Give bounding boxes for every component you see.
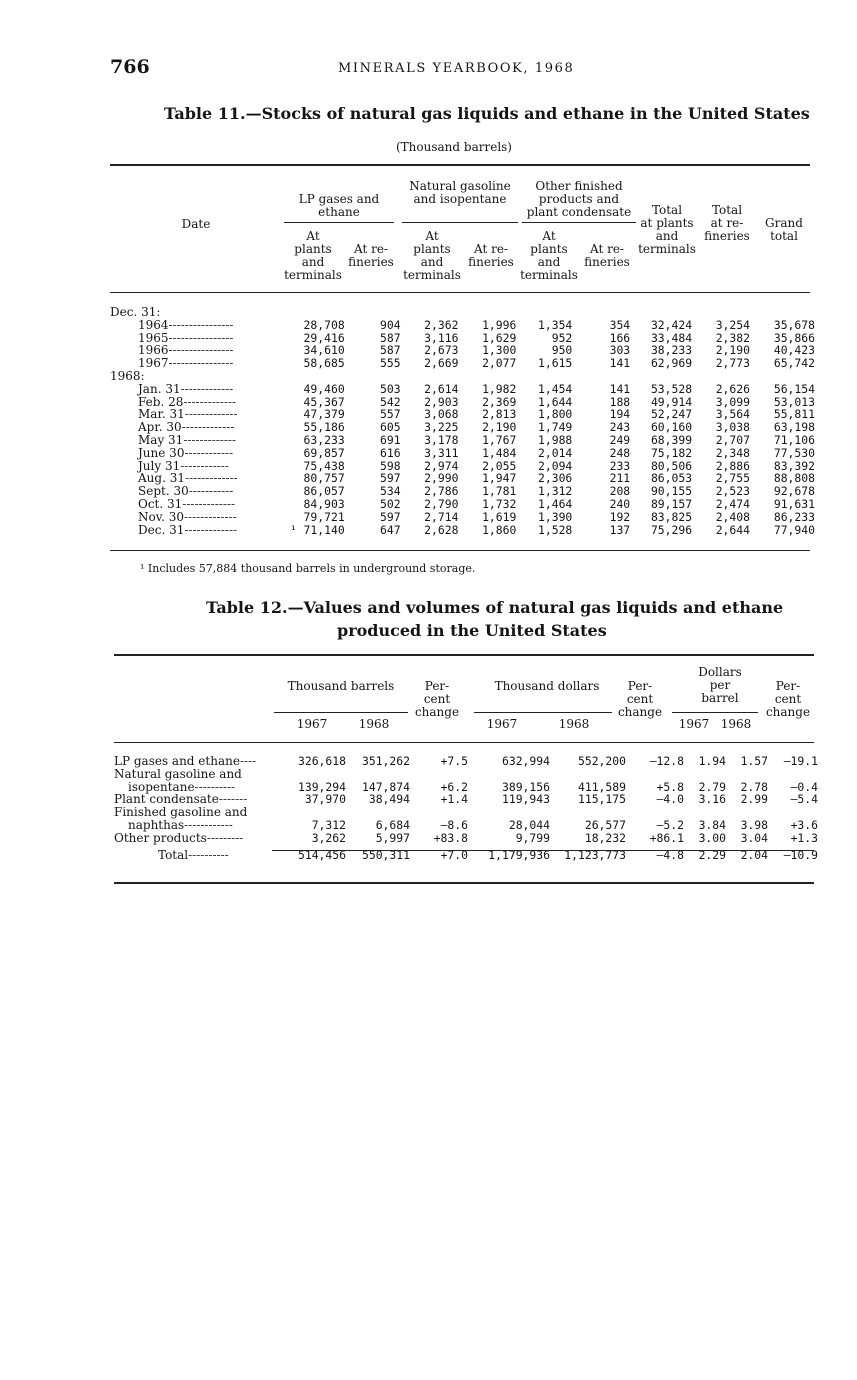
cell: 2,990 — [424, 471, 459, 486]
dot-leader: ---- — [239, 754, 257, 768]
cell: 2,886 — [715, 458, 750, 473]
table11-top-rule — [110, 164, 810, 166]
cell: 240 — [609, 496, 631, 511]
t11-head-ng-ref: At re- fineries — [468, 242, 514, 269]
cell: 2,755 — [715, 471, 750, 486]
cell: 147,874 — [361, 779, 410, 794]
dot-leader: ---------- — [194, 779, 236, 794]
cell: 1,767 — [482, 432, 517, 447]
cell: 354 — [609, 317, 631, 332]
cell: 2.79 — [698, 779, 726, 794]
cell: 1,528 — [538, 522, 573, 537]
cell: 86,053 — [650, 471, 693, 486]
cell: 2,628 — [424, 522, 459, 537]
cell: +86.1 — [649, 830, 684, 845]
t11-head-lp: LP gases and ethane — [298, 192, 380, 219]
cell: 137 — [609, 522, 631, 537]
t12-head-pct-change-2: Per- cent change — [617, 679, 663, 719]
row-label: Aug. 31 — [138, 471, 185, 486]
row-label: Natural gasoline and — [114, 766, 242, 781]
cell: 47,379 — [303, 407, 345, 422]
cell: 35,866 — [773, 330, 815, 345]
cell: 605 — [379, 420, 401, 435]
cell: 616 — [379, 445, 401, 460]
cell: 691 — [379, 432, 401, 447]
table-row — [114, 832, 818, 845]
cell: 2,669 — [424, 356, 459, 371]
dot-leader: ------------- — [183, 394, 237, 409]
row-label: LP gases and ethane — [114, 754, 240, 768]
cell: 192 — [609, 509, 631, 524]
t11-head-ng-plants: At plants and terminals — [403, 229, 461, 282]
cell: 2,362 — [424, 317, 459, 332]
cell: 1,484 — [482, 445, 517, 460]
t12-head-thousand-dollars: Thousand dollars — [494, 679, 600, 693]
t11-head-date: Date — [181, 217, 211, 231]
cell: 2,523 — [715, 484, 750, 499]
cell: 952 — [551, 330, 573, 345]
cell: 1,390 — [538, 509, 573, 524]
cell: 1,615 — [538, 356, 573, 371]
t12-barrels-rule — [274, 712, 408, 713]
cell: 141 — [609, 381, 631, 396]
cell: 53,013 — [773, 394, 815, 409]
cell: 1.94 — [698, 754, 726, 768]
t12-head-dollars-1968: 1968 — [558, 717, 590, 731]
cell: 55,811 — [773, 407, 815, 422]
cell: 542 — [379, 394, 401, 409]
cell: 1,732 — [482, 496, 517, 511]
cell: 32,424 — [650, 317, 693, 332]
row-label: Oct. 31 — [138, 496, 183, 511]
cell: +1.4 — [440, 792, 468, 807]
cell: —10.9 — [783, 847, 818, 862]
cell: 34,610 — [303, 343, 345, 358]
cell: 502 — [379, 496, 401, 511]
cell: 249 — [609, 432, 631, 447]
dot-leader: ------------- — [183, 432, 237, 447]
cell: 2,014 — [538, 445, 573, 460]
cell: 2,786 — [424, 484, 459, 499]
cell: 1,988 — [538, 432, 573, 447]
group-label: 1968: — [110, 368, 145, 383]
cell: 1,781 — [482, 484, 517, 499]
cell: 3,116 — [424, 330, 459, 345]
cell: 63,233 — [303, 432, 345, 447]
cell: 2,382 — [715, 330, 750, 345]
cell: 75,182 — [650, 445, 693, 460]
cell: 3,311 — [424, 445, 459, 460]
cell: 45,367 — [303, 394, 345, 409]
dot-leader: ------------- — [182, 496, 235, 511]
cell: 115,175 — [577, 792, 626, 807]
cell: 303 — [609, 343, 631, 358]
cell: 2,790 — [424, 496, 459, 511]
cell: 6,684 — [375, 817, 410, 832]
cell: +3.6 — [790, 817, 818, 832]
cell: 68,399 — [650, 432, 693, 447]
cell: 37,970 — [304, 792, 346, 807]
cell: 3,178 — [424, 432, 459, 447]
cell: 40,423 — [773, 343, 815, 358]
cell: +1.3 — [790, 830, 818, 845]
table12-title-line1: Table 12.—Values and volumes of natural gas liquids and ethane — [206, 598, 784, 617]
dot-leader: ---------------- — [168, 317, 234, 332]
cell: +6.2 — [440, 779, 468, 794]
cell: 1,947 — [482, 471, 517, 486]
cell: 587 — [379, 330, 401, 345]
cell: 2,707 — [715, 432, 750, 447]
cell: —12.8 — [649, 754, 684, 768]
cell: 1,312 — [538, 484, 573, 499]
cell: 211 — [609, 471, 631, 486]
cell: 2.99 — [740, 792, 768, 807]
cell: 3,254 — [715, 317, 750, 332]
cell: 3.84 — [698, 817, 726, 832]
t11-head-other-ref: At re- fineries — [584, 242, 630, 269]
cell: 503 — [379, 381, 401, 396]
row-label: 1966 — [138, 343, 169, 358]
cell: 1,179,936 — [488, 847, 550, 862]
t12-head-pct-change-3: Per- cent change — [765, 679, 811, 719]
cell: 1,996 — [482, 317, 517, 332]
cell: —5.4 — [790, 792, 818, 807]
row-label: May 31 — [138, 432, 184, 447]
cell: 552,200 — [577, 754, 626, 768]
table11-body — [110, 306, 815, 536]
cell: 3.04 — [740, 830, 768, 845]
row-label-cont: naphthas — [128, 817, 185, 832]
cell: 71,106 — [773, 432, 815, 447]
cell: 38,494 — [368, 792, 410, 807]
cell: 7,312 — [311, 817, 346, 832]
cell: 243 — [609, 420, 631, 435]
cell: 3,564 — [715, 407, 750, 422]
cell: 2,673 — [424, 343, 459, 358]
dot-leader: ------------ — [184, 445, 234, 460]
cell: 647 — [379, 522, 401, 537]
cell: 88,808 — [773, 471, 815, 486]
row-label: Total — [158, 847, 189, 862]
cell: 49,914 — [650, 394, 693, 409]
cell: 90,155 — [650, 484, 693, 499]
dot-leader: ------------- — [180, 381, 234, 396]
cell: 1,300 — [482, 343, 517, 358]
cell: 597 — [379, 509, 401, 524]
cell: 188 — [609, 394, 631, 409]
cell: 53,528 — [650, 381, 693, 396]
cell: 29,416 — [303, 330, 345, 345]
row-label: Mar. 31 — [138, 407, 185, 422]
dot-leader: ------------- — [184, 522, 238, 537]
cell: 587 — [379, 343, 401, 358]
cell: ¹ 71,140 — [289, 522, 345, 537]
table12-body — [114, 755, 818, 861]
cell: 28,044 — [508, 817, 550, 832]
cell: 91,631 — [773, 496, 815, 511]
cell: 166 — [609, 330, 631, 345]
cell: 5,997 — [375, 830, 410, 845]
cell: 2,644 — [715, 522, 750, 537]
cell: 2,190 — [482, 420, 517, 435]
cell: 33,484 — [650, 330, 693, 345]
cell: 2,474 — [715, 496, 750, 511]
cell: 38,233 — [650, 343, 693, 358]
row-label: July 31 — [138, 458, 181, 473]
cell: 950 — [551, 343, 573, 358]
table-row — [110, 524, 815, 537]
table11-bottom-rule — [110, 550, 810, 551]
cell: 597 — [379, 471, 401, 486]
cell: 3,068 — [424, 407, 459, 422]
cell: 139,294 — [297, 779, 346, 794]
t11-head-lp-ref: At re- fineries — [348, 242, 394, 269]
t12-head-barrels-1967: 1967 — [296, 717, 328, 731]
cell: 2,408 — [715, 509, 750, 524]
table11-footnote: ¹ Includes 57,884 thousand barrels in underground storage. — [140, 562, 476, 575]
cell: 86,057 — [303, 484, 345, 499]
cell: 58,685 — [303, 356, 345, 371]
cell: 83,825 — [650, 509, 693, 524]
cell: 1,354 — [538, 317, 573, 332]
t11-head-other-plants: At plants and terminals — [520, 229, 578, 282]
t11-head-other: Other finished products and plant condensate — [526, 179, 632, 219]
cell: 2,813 — [482, 407, 517, 422]
cell: —8.6 — [440, 817, 468, 832]
row-label: Finished gasoline and — [114, 805, 248, 820]
row-label: Feb. 28 — [138, 394, 184, 409]
cell: 35,678 — [773, 317, 815, 332]
cell: 89,157 — [650, 496, 693, 511]
cell: 3.16 — [698, 792, 726, 807]
cell: 80,506 — [650, 458, 693, 473]
t11-lp-rule — [284, 222, 394, 223]
cell: 84,903 — [303, 496, 345, 511]
cell: 141 — [609, 356, 631, 371]
table12-title-line2: produced in the United States — [337, 621, 607, 640]
cell: 26,577 — [584, 817, 626, 832]
cell: 233 — [609, 458, 631, 473]
cell: 351,262 — [361, 754, 410, 768]
cell: +7.0 — [440, 847, 468, 862]
dot-leader: ---------------- — [168, 330, 234, 345]
cell: —4.8 — [656, 847, 684, 862]
cell: 18,232 — [584, 830, 626, 845]
cell: 2,626 — [715, 381, 750, 396]
dot-leader: ------------- — [181, 420, 235, 435]
cell: 69,857 — [303, 445, 345, 460]
cell: 632,994 — [501, 754, 550, 768]
t12-head-barrels-1968: 1968 — [358, 717, 390, 731]
cell: 63,198 — [773, 420, 815, 435]
dot-leader: ------------- — [184, 471, 238, 486]
cell: 2,190 — [715, 343, 750, 358]
cell: 904 — [379, 317, 401, 332]
cell: 3,038 — [715, 420, 750, 435]
cell: 1,629 — [482, 330, 517, 345]
cell: 77,530 — [773, 445, 815, 460]
cell: 80,757 — [303, 471, 345, 486]
dot-leader: ---------------- — [168, 356, 234, 371]
cell: 60,160 — [650, 420, 693, 435]
dot-leader: ---------- — [188, 847, 229, 862]
cell: 411,589 — [577, 779, 626, 794]
row-label: 1964 — [138, 317, 169, 332]
cell: 3,225 — [424, 420, 459, 435]
cell: 3.00 — [698, 830, 726, 845]
cell: 2.78 — [740, 779, 768, 794]
cell: 3,262 — [311, 830, 346, 845]
cell: —5.2 — [656, 817, 684, 832]
cell: 92,678 — [773, 484, 815, 499]
cell: 28,708 — [303, 317, 345, 332]
table11-head-rule — [110, 292, 810, 293]
dot-leader: ------------ — [184, 817, 233, 832]
dot-leader: ------------- — [183, 509, 237, 524]
row-label: June 30 — [138, 445, 185, 460]
cell: —4.0 — [656, 792, 684, 807]
cell: 2.29 — [698, 847, 726, 862]
cell: 83,392 — [773, 458, 815, 473]
row-label: Sept. 30 — [138, 484, 189, 499]
t11-other-rule — [522, 222, 636, 223]
cell: 75,296 — [650, 522, 693, 537]
table11-title: Table 11.—Stocks of natural gas liquids and ethane in the United States — [164, 104, 810, 123]
cell: 389,156 — [501, 779, 550, 794]
row-label: 1965 — [138, 330, 169, 345]
cell: 2,306 — [538, 471, 573, 486]
dot-leader: ----------- — [188, 484, 234, 499]
cell: 2.04 — [740, 847, 768, 862]
cell: 2,077 — [482, 356, 517, 371]
cell: —0.4 — [790, 779, 818, 794]
cell: 1,464 — [538, 496, 573, 511]
cell: 3.98 — [740, 817, 768, 832]
row-label: Nov. 30 — [138, 509, 184, 524]
cell: 557 — [379, 407, 401, 422]
table11-unit: (Thousand barrels) — [396, 140, 512, 154]
cell: 1,860 — [482, 522, 517, 537]
cell: 75,438 — [303, 458, 345, 473]
group-label: Dec. 31: — [110, 305, 161, 319]
t12-head-dpb-1967: 1967 — [678, 717, 710, 731]
cell: 119,943 — [501, 792, 550, 807]
cell: 194 — [609, 407, 631, 422]
cell: 550,311 — [361, 847, 410, 862]
t12-dollars-rule — [474, 712, 612, 713]
cell: 598 — [379, 458, 401, 473]
cell: 3,099 — [715, 394, 750, 409]
cell: 2,903 — [424, 394, 459, 409]
cell: 2,714 — [424, 509, 459, 524]
table-row-total — [114, 845, 818, 862]
row-label: Jan. 31 — [138, 381, 181, 396]
t11-head-grand-total: Grand total — [765, 216, 803, 243]
cell: 2,094 — [538, 458, 573, 473]
row-label: Other products — [114, 830, 207, 845]
cell: 55,186 — [303, 420, 345, 435]
t12-perbarrel-rule — [672, 712, 758, 713]
table-row — [114, 755, 818, 768]
t12-head-dollars-1967: 1967 — [486, 717, 518, 731]
cell: 514,456 — [297, 847, 346, 862]
cell: 1.57 — [740, 754, 768, 768]
cell: 2,055 — [482, 458, 517, 473]
table12-total-rule — [272, 850, 814, 851]
row-label: Apr. 30 — [138, 420, 182, 435]
t11-ng-rule — [402, 222, 518, 223]
cell: 1,749 — [538, 420, 573, 435]
cell: 2,369 — [482, 394, 517, 409]
cell: 534 — [379, 484, 401, 499]
t12-head-thousand-barrels: Thousand barrels — [287, 679, 395, 693]
cell: 2,773 — [715, 356, 750, 371]
cell: +5.8 — [656, 779, 684, 794]
cell: 1,800 — [538, 407, 573, 422]
t11-head-lp-plants: At plants and terminals — [284, 229, 342, 282]
cell: 62,969 — [650, 356, 693, 371]
cell: 79,721 — [303, 509, 345, 524]
cell: 2,348 — [715, 445, 750, 460]
row-label: Dec. 31 — [138, 522, 185, 537]
cell: 9,799 — [515, 830, 550, 845]
cell: +7.5 — [440, 754, 468, 768]
running-head: MINERALS YEARBOOK, 1968 — [338, 61, 575, 76]
table-row — [110, 357, 815, 370]
t12-head-dollars-per-barrel: Dollars per barrel — [698, 665, 742, 705]
cell: 1,982 — [482, 381, 517, 396]
t11-head-total-ref: Total at re- fineries — [704, 203, 750, 243]
cell: —19.1 — [783, 754, 818, 768]
cell: 326,618 — [297, 754, 346, 768]
t12-head-dpb-1968: 1968 — [720, 717, 752, 731]
cell: 2,974 — [424, 458, 459, 473]
cell: 208 — [609, 484, 631, 499]
cell: 1,123,773 — [564, 847, 626, 862]
dot-leader: ---------------- — [168, 343, 234, 358]
cell: 1,644 — [538, 394, 573, 409]
cell: 1,619 — [482, 509, 517, 524]
cell: 77,940 — [773, 522, 815, 537]
t11-head-ng: Natural gasoline and isopentane — [409, 179, 511, 206]
page-number: 766 — [110, 56, 150, 78]
dot-leader: ------- — [218, 792, 248, 807]
table12-bottom-rule — [114, 882, 814, 884]
cell: 52,247 — [650, 407, 693, 422]
cell: +83.8 — [433, 830, 468, 845]
t12-head-pct-change-1: Per- cent change — [414, 679, 460, 719]
cell: 2,614 — [424, 381, 459, 396]
row-label-cont: isopentane — [128, 779, 195, 794]
cell: 65,742 — [773, 356, 815, 371]
row-label: 1967 — [138, 356, 169, 371]
dot-leader: --------- — [206, 830, 244, 845]
cell: 1,454 — [538, 381, 573, 396]
dot-leader: ------------ — [180, 458, 229, 473]
t11-head-total-plants: Total at plants and terminals — [638, 203, 696, 256]
row-label: Plant condensate — [114, 792, 219, 807]
cell: 248 — [609, 445, 631, 460]
cell: 56,154 — [773, 381, 815, 396]
cell: 555 — [379, 356, 401, 371]
dot-leader: ------------- — [184, 407, 238, 422]
cell: 49,460 — [303, 381, 345, 396]
cell: 86,233 — [773, 509, 815, 524]
table12-head-rule — [114, 742, 814, 743]
table12-top-rule — [114, 654, 814, 656]
